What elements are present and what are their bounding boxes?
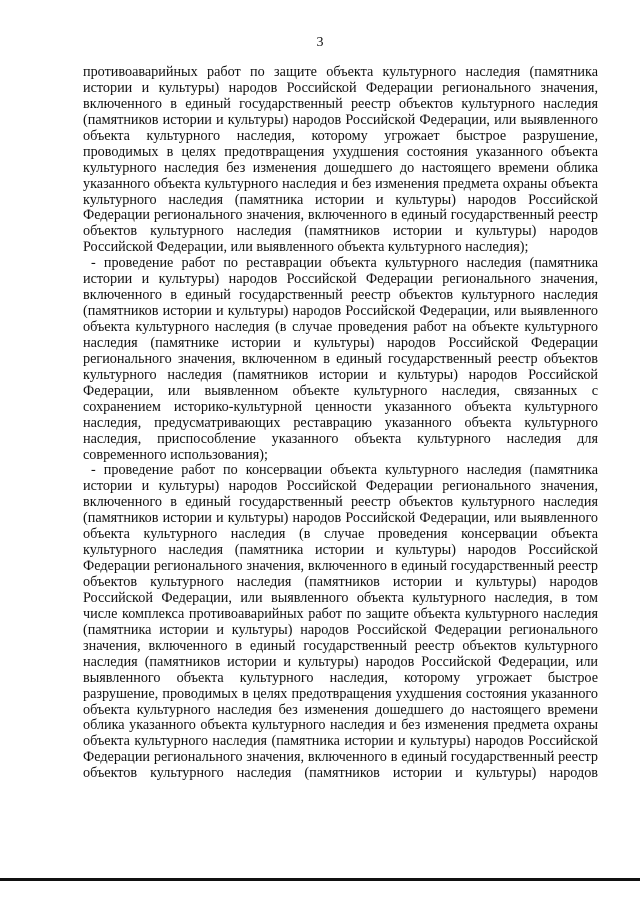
text-line: Российской Федерации, или выявленного объекта культурного наследия, в том [83,589,598,606]
text-line: Федерации регионального значения, включенного в единый государственный реестр [83,749,598,766]
text-line: сохранением историко-культурной ценности указанного объекта культурного [83,398,598,415]
document-body [83,65,598,782]
text-line: объектов культурного наследия (памятников истории и культуры) народов [83,765,598,782]
page-number: 3 [316,35,324,50]
text-line: числе комплекса противоаварийных работ по защите объекта культурного наследия [83,605,598,622]
text-line: значения, включенного в единый государственный реестр объектов культурного [83,637,598,654]
text-line: объекта культурного наследия без изменения дошедшего до настоящего времени [83,701,598,718]
text-line: объектов культурного наследия (памятников истории и культуры) народов [83,574,598,590]
text-line: разрушение, проводимых в целях предотвращения ухудшения состояния указанного [83,685,598,702]
text-line: культурного наследия без изменения дошедшего до настоящего времени облика [83,159,598,176]
text-line: культурного наследия (памятника истории и культуры) народов Российской [83,542,598,559]
text-line: истории и культуры) народов Российской Федерации регионального значения, [83,79,598,96]
text-line: облика указанного объекта культурного наследия и без изменения предмета охраны [83,717,598,734]
text-line: проводимых в целях предотвращения ухудшения состояния указанного объекта [83,143,598,160]
text-line: наследия (памятников истории и культуры) народов Российской Федерации, или [83,653,598,670]
text-line: (памятника истории и культуры) народов Российской Федерации регионального [83,621,598,638]
text-line: регионального значения, включенном в единый государственный реестр объектов [83,350,598,367]
text-line: Федерации регионального значения, включенного в единый государственный реестр [83,207,598,224]
text-line: включенного в единый государственный реестр объектов культурного наследия [83,287,598,304]
text-line: объекта культурного наследия (в случае проведения консервации объекта [83,526,598,543]
text-line: истории и культуры) народов Российской Федерации регионального значения, [83,271,598,288]
text-line: объекта культурного наследия (памятника истории и культуры) народов Российской [83,733,598,750]
text-line: (памятников истории и культуры) народов Российской Федерации, или выявленного [83,111,598,128]
text-line: Российской Федерации, или выявленного объекта культурного наследия); [83,239,529,256]
text-line: наследия, предусматривающих реставрацию указанного объекта культурного [83,414,598,431]
text-line: включенного в единый государственный реестр объектов культурного наследия [83,494,598,511]
text-line: включенного в единый государственный реестр объектов культурного наследия [83,95,598,112]
text-line: наследия (памятнике истории и культуры) народов Российской Федерации [83,334,598,351]
text-line: объектов культурного наследия (памятников истории и культуры) народов [83,223,598,240]
text-line: объекта культурного наследия (в случае проведения работ на объекте культурного [83,319,598,335]
bottom-rule [0,878,640,881]
text-line: противоаварийных работ по защите объекта культурного наследия (памятника [83,64,598,80]
text-line: объекта культурного наследия, которому угрожает быстрое разрушение, [83,127,598,144]
text-line: Федерации, или выявленном объекте культурного наследия, связанных с [83,382,598,399]
text-line: (памятников истории и культуры) народов Российской Федерации, или выявленного [83,303,598,320]
text-line: Федерации регионального значения, включенного в единый государственный реестр [83,558,598,575]
text-line: культурного наследия (памятников истории и культуры) народов Российской [83,366,598,383]
text-line: выявленного объекта культурного наследия, которому угрожает быстрое [83,669,598,686]
text-line: (памятников истории и культуры) народов Российской Федерации, или выявленного [83,510,598,527]
text-line: современного использования); [83,446,268,463]
text-line: культурного наследия (памятника истории и культуры) народов Российской [83,191,598,208]
text-line: указанного объекта культурного наследия и без изменения предмета охраны объекта [83,175,598,192]
text-line: наследия, приспособление указанного объекта культурного наследия для [83,430,598,447]
list-item-conservation: - проведение работ по консервации объекта культурного наследия (памятника [91,462,598,479]
text-line: истории и культуры) народов Российской Федерации регионального значения, [83,478,598,495]
list-item-restoration: - проведение работ по реставрации объекта культурного наследия (памятника [91,255,598,272]
